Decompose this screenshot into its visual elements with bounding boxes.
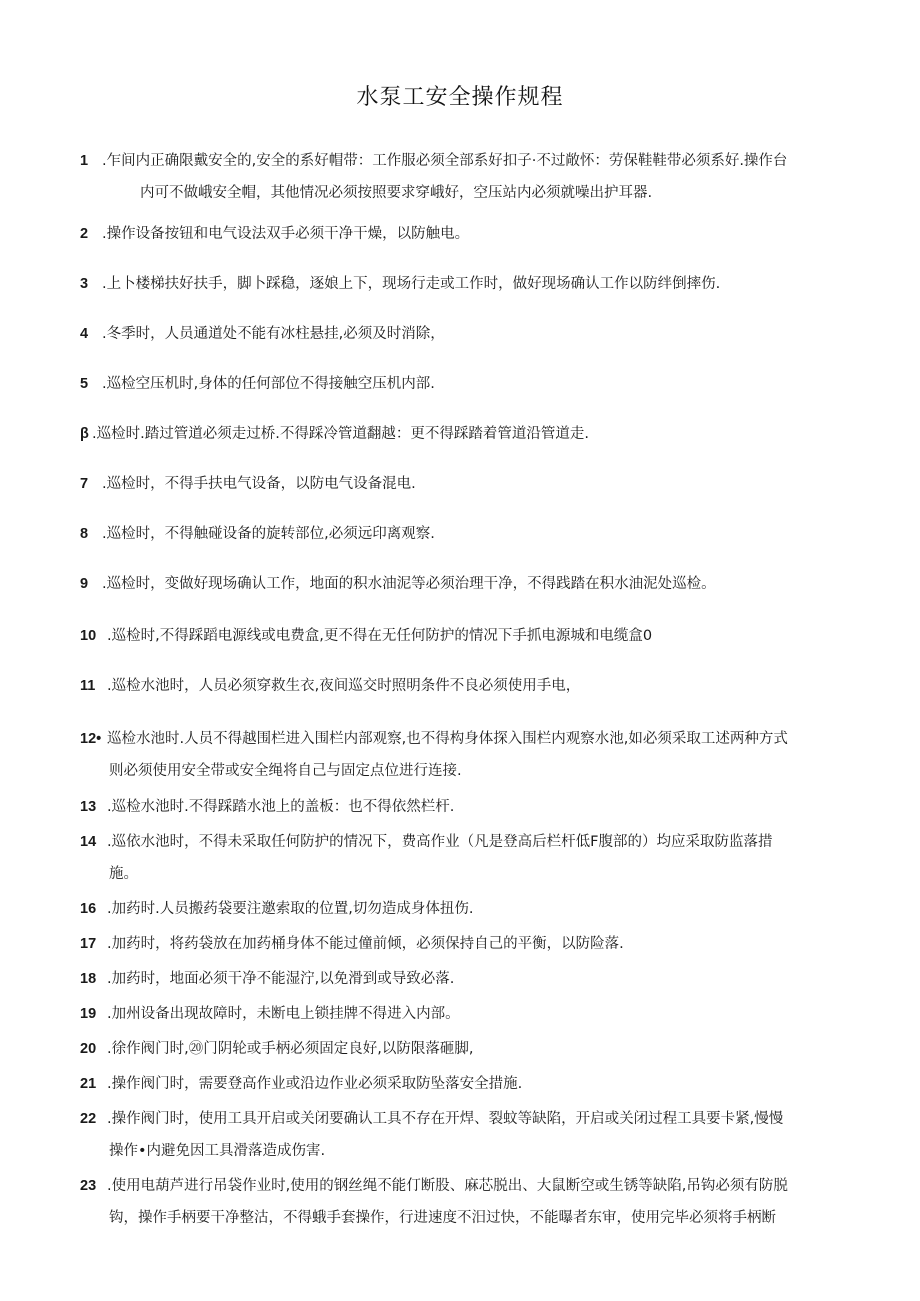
rule-text-line: 钩，操作手柄要干净整沽，不得蛾手套操作，行进速度不汨过快，不能曝者东审，使用完毕必须将手柄断 xyxy=(109,1210,776,1226)
rule-text-line: 巡检水池时.人员不得越围栏进入围栏内部观察,也不得构身体探入围栏内观察水池,如必须采取工述两种方式 xyxy=(107,731,788,747)
rule-text-line: .操作阀门时，需要登高作业或沿边作业必须采取防坠落安全措施. xyxy=(107,1076,523,1092)
rule-number: 7 xyxy=(80,476,89,492)
rule-text-line: .上卜楼梯扶好扶手，脚卜踩稳，逐娘上下，现场行走或工作时，做好现场确认工作以防绊倒摔伤. xyxy=(102,276,721,292)
rule-number: 3 xyxy=(80,276,89,292)
rule-text-line: .巡检水池时，人员必须穿救生衣,夜间巡交时照明条件不良必须使用手电， xyxy=(107,678,581,694)
rule-text-line: .加药时，地面必须干净不能湿泞,以免滑到或导致必落. xyxy=(107,971,455,987)
rule-number: 9 xyxy=(80,576,89,592)
rule-text-line: .冬季时，人员通道处不能有冰柱悬挂,必须及时消除， xyxy=(102,326,445,342)
rule-number: 13 xyxy=(80,799,97,815)
rule-number: 19 xyxy=(80,1006,97,1022)
page-title: 水泵工安全操作规程 xyxy=(356,85,564,110)
rule-text-line: 施。 xyxy=(109,866,138,882)
rule-text-line: .加药时，将药袋放在加药桶身体不能过僮前倾，必须保持自己的平衡，以防险落. xyxy=(107,936,624,952)
rule-text-line: .巡检时，不得触碰设备的旋转部位,必须远印离观察. xyxy=(102,526,435,542)
rule-text-line: .操作设备按钮和电气设法双手必须干净干燥，以防触电。 xyxy=(102,226,470,242)
rule-number: 22 xyxy=(80,1111,97,1127)
rule-number: 20 xyxy=(80,1041,97,1057)
rule-number: 2 xyxy=(80,226,89,242)
rule-text-line: .巡检水池时.不得踩踏水池上的盖板：也不得依然栏杆. xyxy=(107,799,455,815)
rule-text-line: .加药时.人员搬药袋要注邀索取的位置,切勿造成身体扭伤. xyxy=(107,901,474,917)
rule-number: β xyxy=(80,426,89,442)
rule-number: 21 xyxy=(80,1076,97,1092)
rule-number: 23 xyxy=(80,1178,97,1194)
rule-number: 11 xyxy=(80,678,96,694)
rule-number: 1 xyxy=(80,153,89,169)
rule-text-line: .巡检时,不得踩蹈电源线或电费盒,更不得在无任何防护的情况下手抓电源城和电缆盒0 xyxy=(107,628,653,644)
rule-number: 17 xyxy=(80,936,97,952)
rule-text-line: .使用电葫芦进行吊袋作业时,使用的钢丝绳不能仃断股、麻芯脱出、大鼠断空或生锈等缺陷,吊钩必须有防脱 xyxy=(107,1178,788,1194)
rule-text-line: .巡依水池时，不得未采取任何防护的情况下，费高作业（凡是登高后栏杆低F腹部的）均应采取防监落措 xyxy=(107,834,773,850)
rule-text-line: .操作阀门时，使用工具开启或关闭要确认工具不存在开焊、裂蚊等缺陷，开启或关闭过程工具要卡紧,慢慢 xyxy=(107,1111,784,1127)
rule-number: 14 xyxy=(80,834,97,850)
rule-number: 8 xyxy=(80,526,89,542)
rule-text-line: .巡检时，不得手扶电气设备，以防电气设备混电. xyxy=(102,476,416,492)
rule-text-line: .巡检时.踏过管道必须走过桥.不得踩冷管道翻越：更不得踩踏着管道沿管道走. xyxy=(92,426,589,442)
rule-text-line: .徐作阀门时,⑳门阴轮或手柄必须固定良好,以防限落砸脚, xyxy=(107,1041,474,1057)
rule-number: 18 xyxy=(80,971,97,987)
rule-text-line: .巡检时，变做好现场确认工作，地面的积水油泥等必须治理干净，不得践踏在积水油泥处巡检。 xyxy=(102,576,716,592)
rule-number: 12• xyxy=(80,731,102,747)
rule-text-line: 内可不做峨安全帽，其他情况必须按照要求穿峨好，空压站内必须就噪出护耳器. xyxy=(140,185,653,201)
rule-number: 4 xyxy=(80,326,89,342)
rule-text-line: 则必须使用安全带或安全绳将自己与固定点位进行连接. xyxy=(109,763,462,779)
rule-text-line: .加州设备出现故障时，未断电上锁挂牌不得进入内部。 xyxy=(107,1006,460,1022)
rule-text-line: .巡检空压机时,身体的任何部位不得接触空压机内部. xyxy=(102,376,435,392)
rule-text-line: .乍间内正确限戴安全的,安全的系好帽带：工作服必须全部系好扣子·不过敞怀：劳保鞋鞋带必须系好.操作台 xyxy=(102,153,788,169)
rule-number: 5 xyxy=(80,376,89,392)
rule-number: 10 xyxy=(80,628,97,644)
rule-text-line: 操作•内避免因工具滑落造成伤害. xyxy=(109,1143,326,1159)
rule-number: 16 xyxy=(80,901,97,917)
